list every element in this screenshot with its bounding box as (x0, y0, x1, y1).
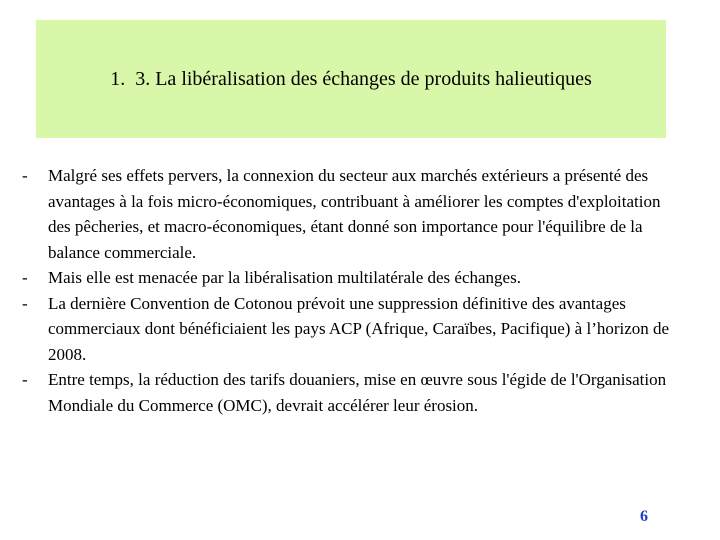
bullet-marker: - (22, 166, 28, 185)
bullet-text: Malgré ses effets pervers, la connexion du secteur aux marchés extérieurs a présenté des avantages à la fois micro-économiques, contribuant à améliorer les comptes d'exploitation des pêcheries, et macro-économiques, étant donné son importance pour l'équilibre de la balance commerciale. (48, 166, 661, 262)
bullet-marker: - (22, 370, 28, 389)
title-number: 1. (110, 67, 126, 90)
page-number: 6 (640, 508, 648, 525)
bullet-list (22, 163, 672, 418)
bullet-marker: - (22, 293, 28, 313)
bullet-item (22, 291, 672, 368)
bullet-item (22, 163, 672, 265)
title-box (36, 20, 666, 138)
title-text: 3. La libéralisation des échanges de produits halieutiques (135, 67, 592, 90)
bullet-text: Mais elle est menacée par la libéralisation multilatérale des échanges. (48, 268, 521, 287)
bullet-text: La dernière Convention de Cotonou prévoit une suppression définitive des avantages commerciaux dont bénéficiaient les pays ACP (Afrique, Caraïbes, Pacifique) à l’horizon de 2008. (48, 293, 670, 364)
bullet-item (22, 367, 672, 418)
bullet-text: Entre temps, la réduction des tarifs douaniers, mise en œuvre sous l'égide de l'Organisation Mondiale du Commerce (OMC), devrait accélérer leur érosion. (48, 370, 667, 415)
slide-title (91, 65, 611, 94)
bullet-item (22, 265, 672, 291)
bullet-marker: - (22, 268, 28, 287)
